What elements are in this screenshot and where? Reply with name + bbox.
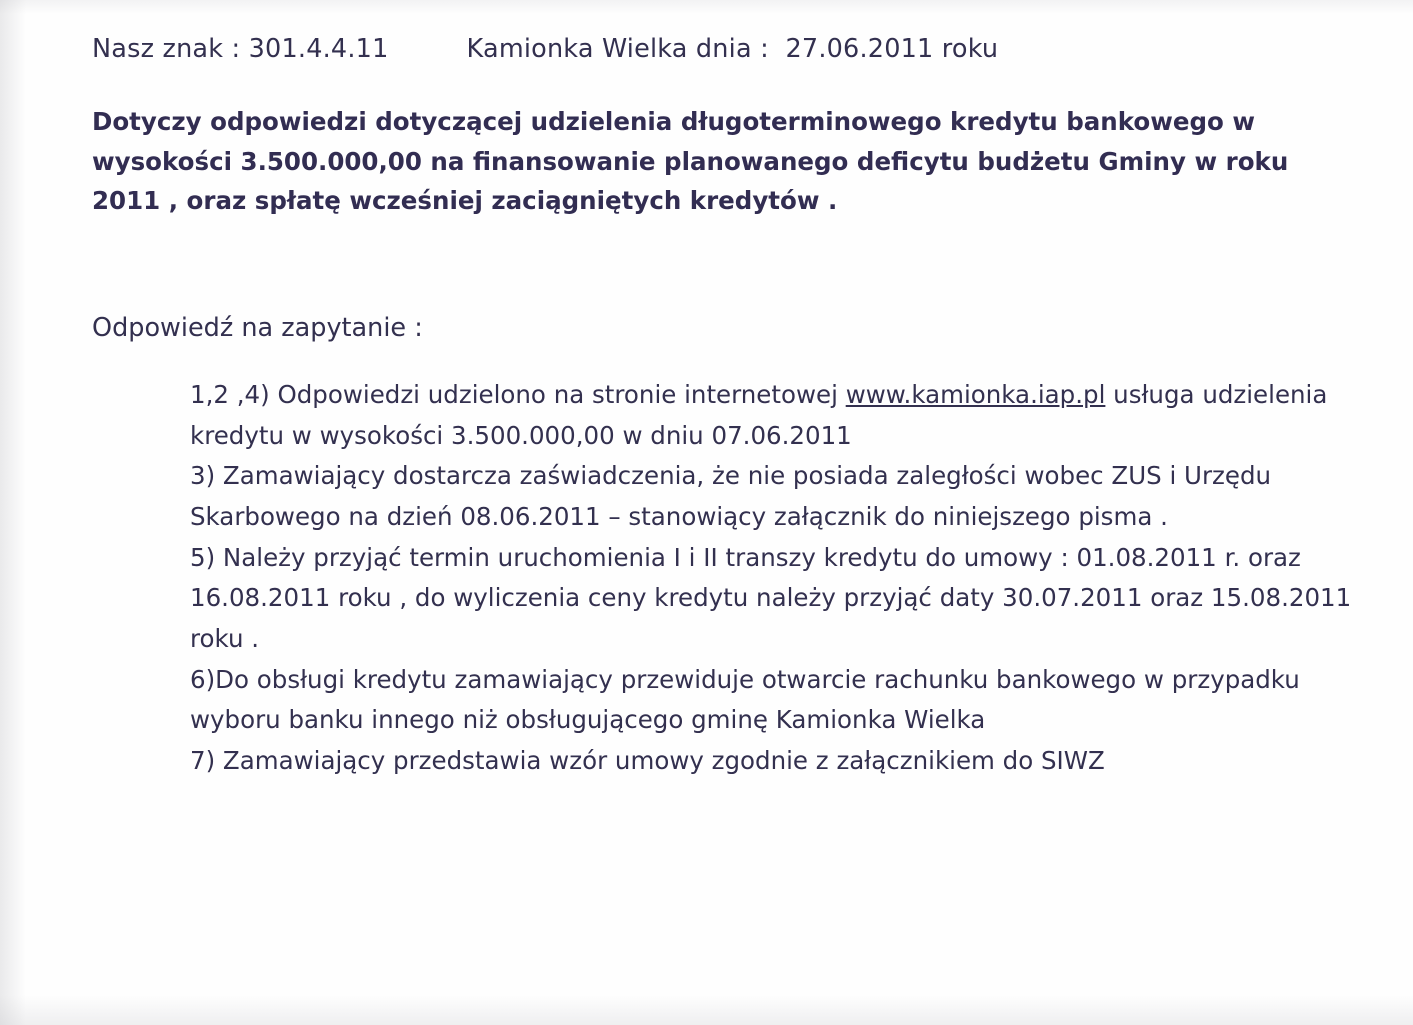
answer-item-1 xyxy=(190,375,1360,456)
answer-1-suffix: usługa udzielenia kredytu w wysokości 3.500.000,00 w dniu 07.06.2011 xyxy=(190,380,1328,450)
scan-edge-shading-bottom xyxy=(0,995,1413,1025)
answer-item-5: 5) Należy przyjąć termin uruchomienia I i II transzy kredytu do umowy : 01.08.2011 r. oraz 16.08.2011 roku , do wyliczenia ceny kredytu należy przyjąć daty 30.07.2011 oraz 15.08.2011 roku . xyxy=(190,542,1352,653)
reference-line xyxy=(92,34,1372,64)
answer-1-prefix: 1,2 ,4) Odpowiedzi udzielono na stronie internetowej xyxy=(190,380,846,410)
answer-item-3: 3) Zamawiający dostarcza zaświadczenia, że nie posiada zaległości wobec ZUS i Urzędu Skarbowego na dzień 08.06.2011 – stanowiący załącznik do niniejszego pisma . xyxy=(190,461,1272,532)
place-and-date: Kamionka Wielka dnia : 27.06.2011 roku xyxy=(466,34,999,64)
answer-item-6: 6)Do obsługi kredytu zamawiający przewiduje otwarcie rachunku bankowego w przypadku wyboru banku innego niż obsługującego gminę Kamionka Wielka xyxy=(190,664,1300,735)
scan-edge-shading-left xyxy=(0,0,26,1025)
answer-heading: Odpowiedź na zapytanie : xyxy=(92,313,423,344)
answer-item-7: 7) Zamawiający przedstawia wzór umowy zgodnie z załącznikiem do SIWZ xyxy=(190,745,1105,775)
document-subject: Dotyczy odpowiedzi dotyczącej udzielenia długoterminowego kredytu bankowego w wysokości 3.500.000,00 na finansowanie planowanego deficytu budżetu Gminy w roku 2011 , oraz spłatę wcześniej zaciągniętych kredytów . xyxy=(92,107,1289,216)
document-body xyxy=(92,34,1372,782)
answers-list xyxy=(190,375,1360,782)
scan-edge-shading-top xyxy=(0,0,1413,14)
reference-sign: Nasz znak : 301.4.4.11 xyxy=(92,34,389,64)
website-link[interactable]: www.kamionka.iap.pl xyxy=(845,380,1106,410)
